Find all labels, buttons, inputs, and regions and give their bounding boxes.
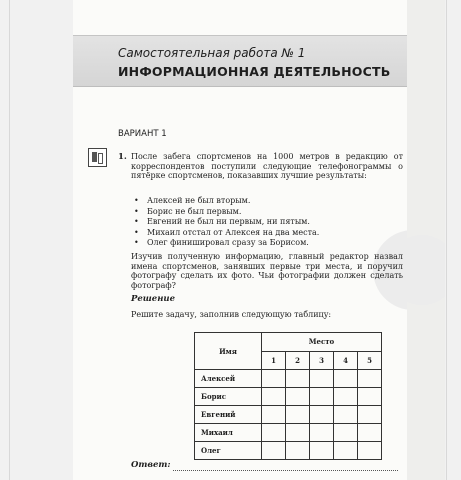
table-cell[interactable] — [262, 424, 286, 442]
table-cell[interactable] — [310, 406, 334, 424]
table-cell[interactable] — [334, 388, 358, 406]
answer-line[interactable] — [173, 470, 398, 471]
table-cell[interactable] — [310, 424, 334, 442]
table-header-place: Место — [262, 333, 382, 352]
page-title: ИНФОРМАЦИОННАЯ ДЕЯТЕЛЬНОСТЬ — [118, 64, 391, 79]
task-number: 1. — [118, 152, 127, 162]
table-cell[interactable] — [286, 442, 310, 460]
table-cell[interactable] — [262, 370, 286, 388]
table-cell[interactable] — [334, 442, 358, 460]
variant-label: ВАРИАНТ 1 — [118, 129, 167, 139]
table-cell[interactable] — [358, 388, 382, 406]
runner-name: Михаил — [195, 424, 262, 442]
table-cell[interactable] — [358, 424, 382, 442]
table-cell[interactable] — [334, 406, 358, 424]
solution-label: Решение — [131, 294, 175, 304]
statement-item: • Олег финишировал сразу за Борисом. — [131, 238, 319, 249]
table-row — [195, 370, 382, 388]
solution-instruction: Решите задачу, заполнив следующую таблицу: — [131, 310, 332, 319]
viewer-right-border — [446, 0, 447, 480]
table-cell[interactable] — [334, 424, 358, 442]
runner-name: Евгений — [195, 406, 262, 424]
statement-item: • Михаил отстал от Алексея на два места. — [131, 228, 319, 239]
statement-item: • Алексей не был вторым. — [131, 196, 319, 207]
table-row — [195, 406, 382, 424]
table-cell[interactable] — [358, 370, 382, 388]
place-column-header: 4 — [334, 351, 358, 370]
place-column-header: 5 — [358, 351, 382, 370]
table-cell[interactable] — [262, 406, 286, 424]
table-cell[interactable] — [310, 370, 334, 388]
statement-item: • Евгений не был ни первым, ни пятым. — [131, 217, 319, 228]
table-cell[interactable] — [358, 406, 382, 424]
statement-list — [131, 196, 319, 249]
table-header-name: Имя — [195, 333, 262, 370]
task-question: Изучив полученную информацию, главный редактор назвал имена спортсменов, занявших первые три места, и поручил фотографу сделать их фото. Чьи фотографии должен сделать фотограф? — [131, 252, 403, 290]
runner-name: Олег — [195, 442, 262, 460]
table-cell[interactable] — [334, 370, 358, 388]
table-cell[interactable] — [310, 388, 334, 406]
table-cell[interactable] — [286, 424, 310, 442]
table-cell[interactable] — [286, 370, 310, 388]
table-cell[interactable] — [286, 406, 310, 424]
page-subtitle: Самостоятельная работа № 1 — [118, 46, 306, 60]
answer-label: Ответ: — [131, 460, 171, 470]
table-cell[interactable] — [310, 442, 334, 460]
workbook-page — [73, 0, 407, 480]
header-band — [73, 35, 407, 87]
adjacent-page-edge — [407, 0, 445, 480]
runner-name: Борис — [195, 388, 262, 406]
statement-item: • Борис не был первым. — [131, 207, 319, 218]
place-column-header: 2 — [286, 351, 310, 370]
task-intro: После забега спортсменов на 1000 метров в редакцию от корреспондентов поступили следующие телефонограммы о пятёрке спортсменов, показавших лучшие результаты: — [131, 152, 403, 180]
task-book-icon — [88, 148, 107, 167]
table-row — [195, 424, 382, 442]
answer-table — [194, 332, 382, 460]
place-column-header: 3 — [310, 351, 334, 370]
table-cell[interactable] — [262, 442, 286, 460]
table-cell[interactable] — [286, 388, 310, 406]
viewer-left-border — [9, 0, 10, 480]
table-cell[interactable] — [358, 442, 382, 460]
table-cell[interactable] — [262, 388, 286, 406]
table-row — [195, 442, 382, 460]
place-column-header: 1 — [262, 351, 286, 370]
table-row — [195, 388, 382, 406]
runner-name: Алексей — [195, 370, 262, 388]
